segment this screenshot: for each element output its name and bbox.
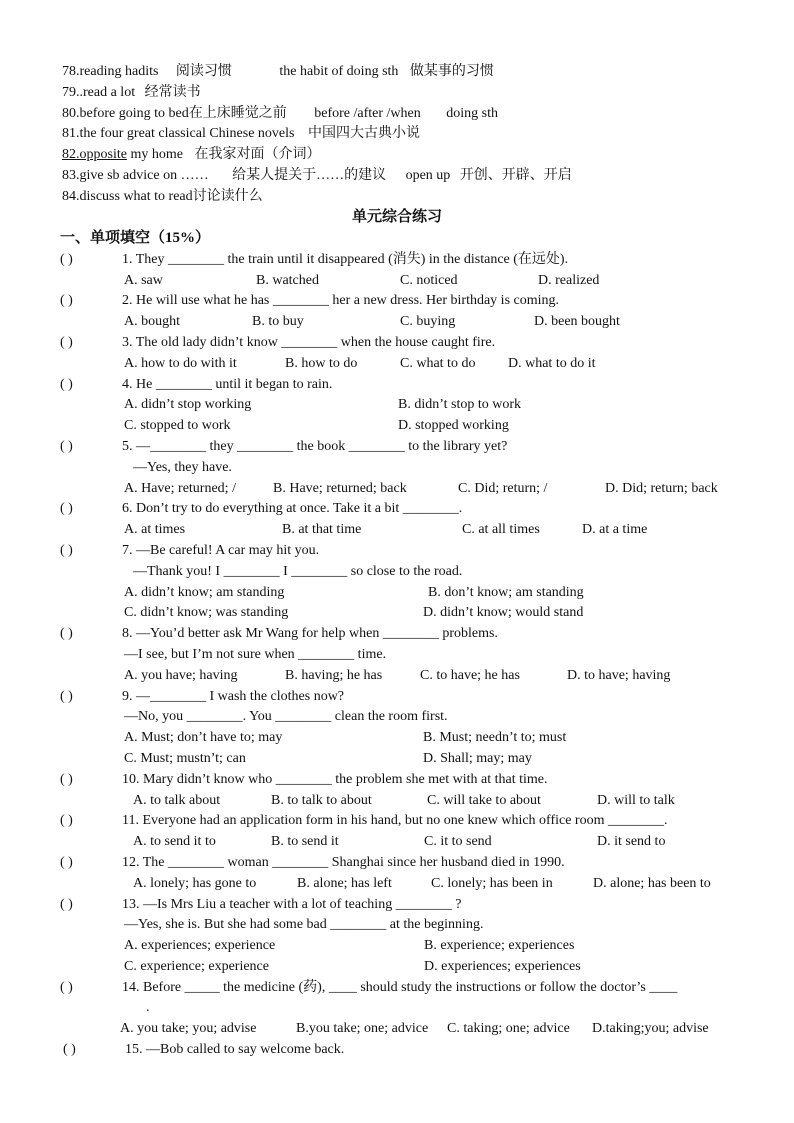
- q4-option-b: B. didn’t stop to work: [398, 397, 522, 412]
- question-10: ( ) 10. Mary didn’t know who ________ the problem she met with at that time.: [60, 772, 548, 787]
- question-4: ( ) 4. He ________ until it began to rain.: [60, 377, 333, 392]
- q5-option-c: C. Did; return; /: [458, 481, 548, 496]
- q5-option-a: A. Have; returned; /: [124, 481, 236, 496]
- q3-option-d: D. what to do it: [508, 356, 596, 371]
- q11-option-b: B. to send it: [271, 834, 339, 849]
- q11-option-c: C. it to send: [424, 834, 492, 849]
- vocab-item-81: 81.the four great classical Chinese novels 中国四大古典小说: [62, 126, 420, 141]
- q14-option-d: D.taking;you; advise: [592, 1021, 709, 1036]
- q14-option-b: B.you take; one; advice: [296, 1021, 429, 1036]
- q6-option-a: A. at times: [124, 522, 186, 537]
- question-9: ( ) 9. —________ I wash the clothes now?: [60, 689, 345, 704]
- q13-option-d: D. experiences; experiences: [424, 959, 581, 974]
- question-8: ( ) 8. —You’d better ask Mr Wang for help when ________ problems.: [60, 626, 498, 641]
- q11-option-d: D. it send to: [597, 834, 666, 849]
- question-3: ( ) 3. The old lady didn’t know ________ when the house caught fire.: [60, 335, 496, 350]
- vocab-item-78: 78.reading hadits 阅读习惯 the habit of doing sth 做某事的习惯: [62, 64, 494, 79]
- q9-option-c: C. Must; mustn’t; can: [124, 751, 246, 766]
- q12-option-a: A. lonely; has gone to: [133, 876, 257, 891]
- q13-option-a: A. experiences; experience: [124, 938, 276, 953]
- q10-option-d: D. will to talk: [597, 793, 675, 808]
- q8-option-d: D. to have; having: [567, 668, 671, 683]
- q10-option-c: C. will take to about: [427, 793, 541, 808]
- vocab-item-82: 82.opposite my home 在我家对面（介词）: [62, 147, 321, 162]
- q14-continuation: .: [146, 1000, 150, 1015]
- q4-option-c: C. stopped to work: [124, 418, 231, 433]
- q14-option-c: C. taking; one; advice: [447, 1021, 570, 1036]
- q2-option-a: A. bought: [124, 314, 180, 329]
- q6-option-b: B. at that time: [282, 522, 362, 537]
- q7-option-b: B. don’t know; am standing: [428, 585, 584, 600]
- q1-option-d: D. realized: [538, 273, 600, 288]
- question-7: ( ) 7. —Be careful! A car may hit you.: [60, 543, 320, 558]
- q13-option-c: C. experience; experience: [124, 959, 269, 974]
- question-1: ( ) 1. They ________ the train until it disappeared (消失) in the distance (在远处).: [60, 252, 569, 267]
- q2-option-d: D. been bought: [534, 314, 620, 329]
- q12-option-d: D. alone; has been to: [593, 876, 711, 891]
- q9-option-a: A. Must; don’t have to; may: [124, 730, 283, 745]
- q13-option-b: B. experience; experiences: [424, 938, 575, 953]
- q10-option-a: A. to talk about: [133, 793, 221, 808]
- q12-option-c: C. lonely; has been in: [431, 876, 553, 891]
- section-title: 单元综合练习: [351, 209, 442, 225]
- q1-option-c: C. noticed: [400, 273, 458, 288]
- q5-option-d: D. Did; return; back: [605, 481, 718, 496]
- q9-reply: —No, you ________. You ________ clean the room first.: [124, 709, 448, 724]
- q14-option-a: A. you take; you; advise: [120, 1021, 257, 1036]
- question-14: ( ) 14. Before _____ the medicine (药), ____ should study the instructions or follow the doctor’s ____: [60, 980, 678, 995]
- q5-option-b: B. Have; returned; back: [273, 481, 407, 496]
- q3-option-c: C. what to do: [400, 356, 476, 371]
- q8-reply: —I see, but I’m not sure when ________ time.: [124, 647, 387, 662]
- q5-reply: —Yes, they have.: [133, 460, 232, 475]
- q3-option-b: B. how to do: [285, 356, 358, 371]
- part-heading: 一、单项填空（15%）: [60, 230, 211, 246]
- vocab-item-79: 79..read a lot 经常读书: [62, 85, 201, 100]
- q7-option-d: D. didn’t know; would stand: [423, 605, 584, 620]
- q2-option-c: C. buying: [400, 314, 456, 329]
- q1-option-a: A. saw: [124, 273, 163, 288]
- q10-option-b: B. to talk to about: [271, 793, 372, 808]
- vocab-item-83: 83.give sb advice on …… 给某人提关于……的建议 open up 开创、开辟、开启: [62, 168, 572, 183]
- vocab-item-80: 80.before going to bed在上床睡觉之前 before /after /when doing sth: [62, 106, 498, 121]
- question-6: ( ) 6. Don’t try to do everything at once. Take it a bit ________.: [60, 501, 463, 516]
- question-13: ( ) 13. —Is Mrs Liu a teacher with a lot of teaching ________ ?: [60, 897, 462, 912]
- q7-option-c: C. didn’t know; was standing: [124, 605, 289, 620]
- q1-option-b: B. watched: [256, 273, 319, 288]
- q9-option-d: D. Shall; may; may: [423, 751, 532, 766]
- q7-option-a: A. didn’t know; am standing: [124, 585, 285, 600]
- q8-option-b: B. having; he has: [285, 668, 383, 683]
- q8-option-c: C. to have; he has: [420, 668, 520, 683]
- q13-reply: —Yes, she is. But she had some bad ________ at the beginning.: [124, 917, 484, 932]
- q2-option-b: B. to buy: [252, 314, 304, 329]
- q9-option-b: B. Must; needn’t to; must: [423, 730, 567, 745]
- q4-option-d: D. stopped working: [398, 418, 509, 433]
- q6-option-d: D. at a time: [582, 522, 648, 537]
- question-5: ( ) 5. —________ they ________ the book ________ to the library yet?: [60, 439, 508, 454]
- question-2: ( ) 2. He will use what he has ________ her a new dress. Her birthday is coming.: [60, 293, 560, 308]
- q6-option-c: C. at all times: [462, 522, 540, 537]
- vocab-item-84: 84.discuss what to read讨论读什么: [62, 189, 263, 204]
- q12-option-b: B. alone; has left: [297, 876, 392, 891]
- q7-reply: —Thank you! I ________ I ________ so close to the road.: [133, 564, 463, 579]
- question-11: ( ) 11. Everyone had an application form in his hand, but no one knew which office room ________.: [60, 813, 668, 828]
- q3-option-a: A. how to do with it: [124, 356, 237, 371]
- q11-option-a: A. to send it to: [133, 834, 216, 849]
- q4-option-a: A. didn’t stop working: [124, 397, 252, 412]
- question-15: ( ) 15. —Bob called to say welcome back.: [63, 1042, 345, 1057]
- question-12: ( ) 12. The ________ woman ________ Shanghai since her husband died in 1990.: [60, 855, 565, 870]
- q8-option-a: A. you have; having: [124, 668, 238, 683]
